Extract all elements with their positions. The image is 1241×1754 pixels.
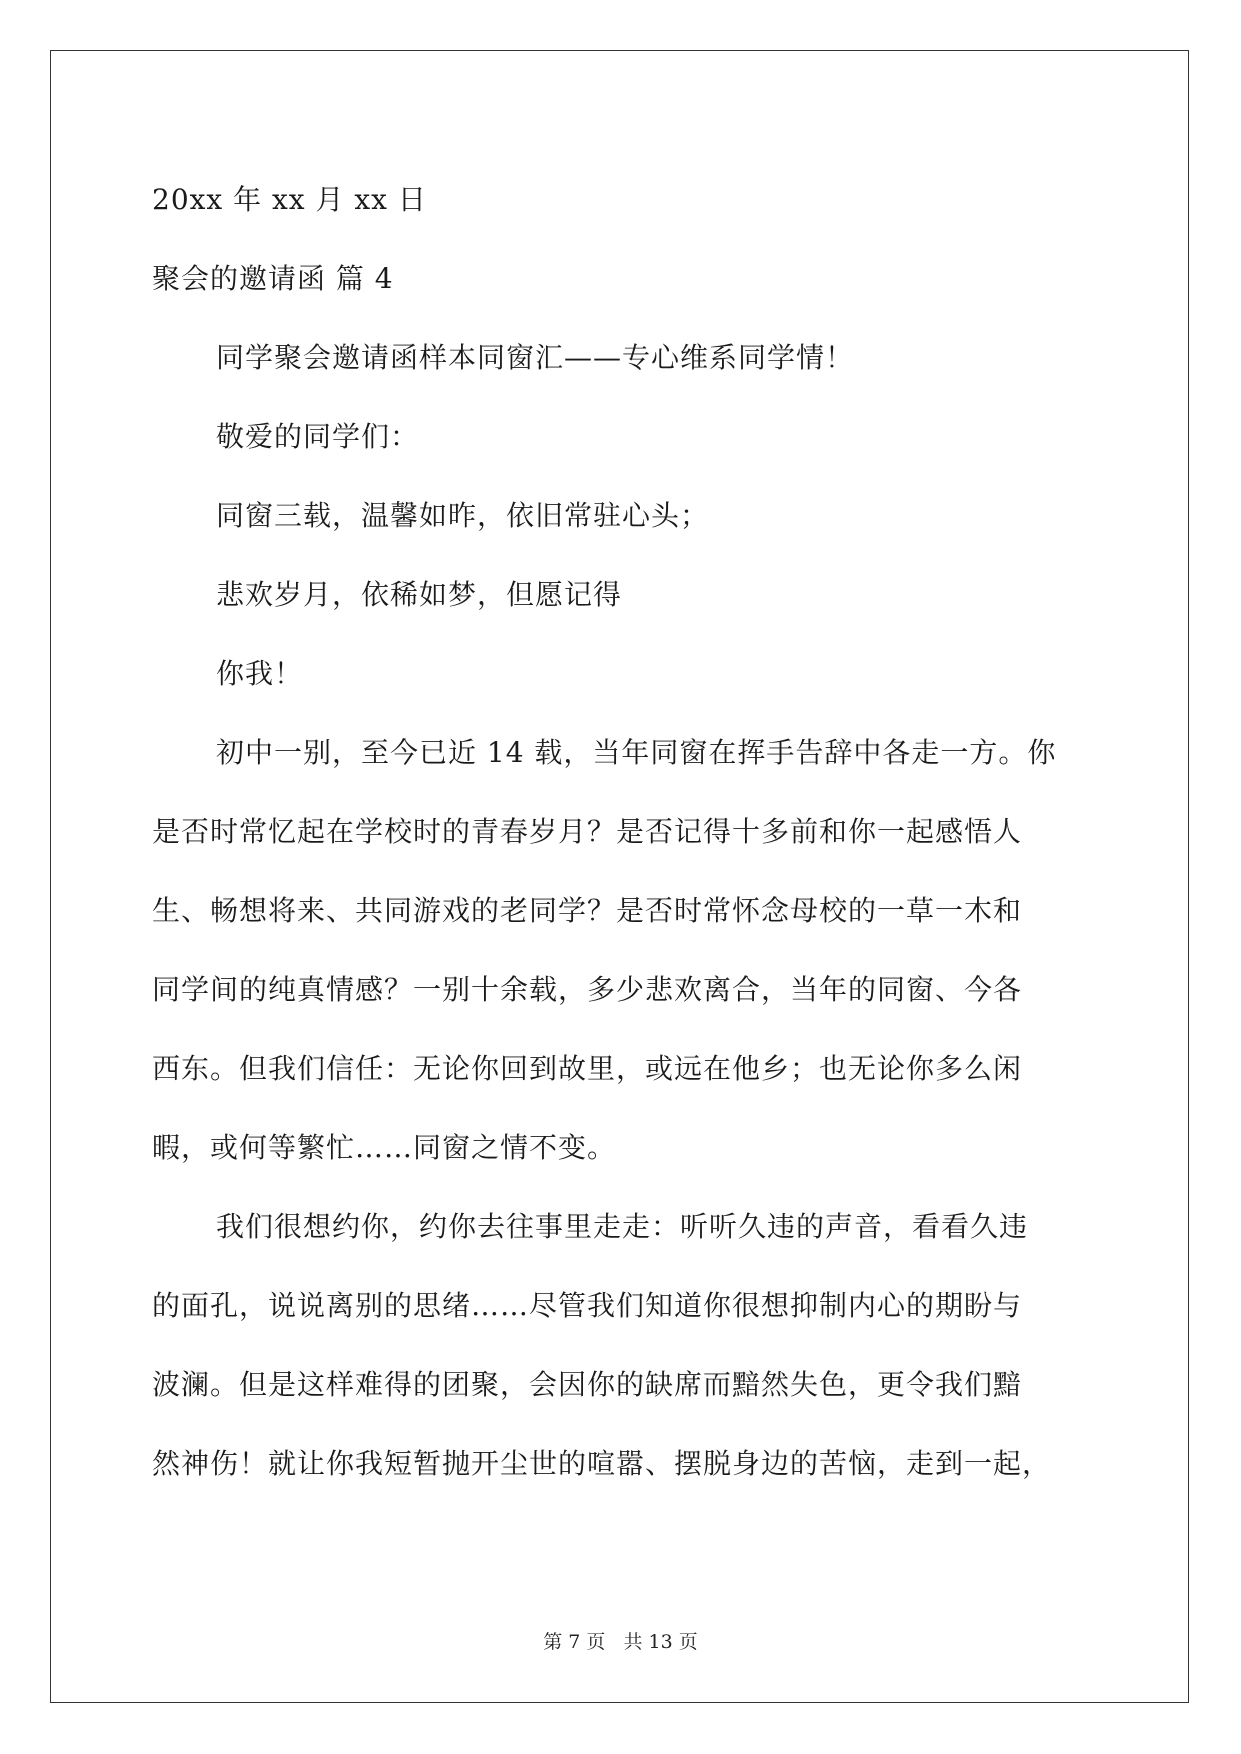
verse-line-3: 你我！ [216, 657, 304, 690]
page-total: 共 13 页 [623, 1631, 698, 1653]
page-number: 第 7 页 [543, 1631, 606, 1653]
salutation: 敬爱的同学们： [216, 420, 420, 453]
verse-line-1: 同窗三载，温馨如昨，依旧常驻心头； [216, 499, 710, 532]
paragraph-line: 的面孔，说说离别的思绪……尽管我们知道你很想抑制内心的期盼与 [152, 1289, 1023, 1322]
document-body [152, 160, 1097, 1503]
section-title: 聚会的邀请函 篇 4 [152, 262, 394, 295]
paragraph-line: 西东。但我们信任：无论你回到故里，或远在他乡；也无论你多么闲 [152, 1052, 1023, 1085]
tagline: 同学聚会邀请函样本同窗汇——专心维系同学情！ [216, 341, 855, 374]
paragraph-line: 然神伤！就让你我短暂抛开尘世的喧嚣、摆脱身边的苦恼，走到一起， [152, 1447, 1052, 1480]
paragraph-line: 我们很想约你，约你去往事里走走：听听久违的声音，看看久违 [216, 1210, 1029, 1243]
paragraph-body-1 [152, 713, 1097, 1187]
paragraph-line: 波澜。但是这样难得的团聚，会因你的缺席而黯然失色，更令我们黯 [152, 1368, 1023, 1401]
paragraph-line: 暇，或何等繁忙……同窗之情不变。 [152, 1131, 617, 1164]
date-line: 20xx 年 xx 月 xx 日 [152, 183, 427, 216]
paragraph-line: 初中一别，至今已近 14 载，当年同窗在挥手告辞中各走一方。你 [216, 736, 1057, 769]
paragraph-body-2 [152, 1187, 1097, 1503]
verse-line-2: 悲欢岁月，依稀如梦，但愿记得 [216, 578, 623, 611]
page-footer [0, 1627, 1241, 1654]
paragraph-line: 是否时常忆起在学校时的青春岁月？是否记得十多前和你一起感悟人 [152, 815, 1023, 848]
paragraph-line: 同学间的纯真情感？一别十余载，多少悲欢离合，当年的同窗、今各 [152, 973, 1023, 1006]
paragraph-line: 生、畅想将来、共同游戏的老同学？是否时常怀念母校的一草一木和 [152, 894, 1023, 927]
